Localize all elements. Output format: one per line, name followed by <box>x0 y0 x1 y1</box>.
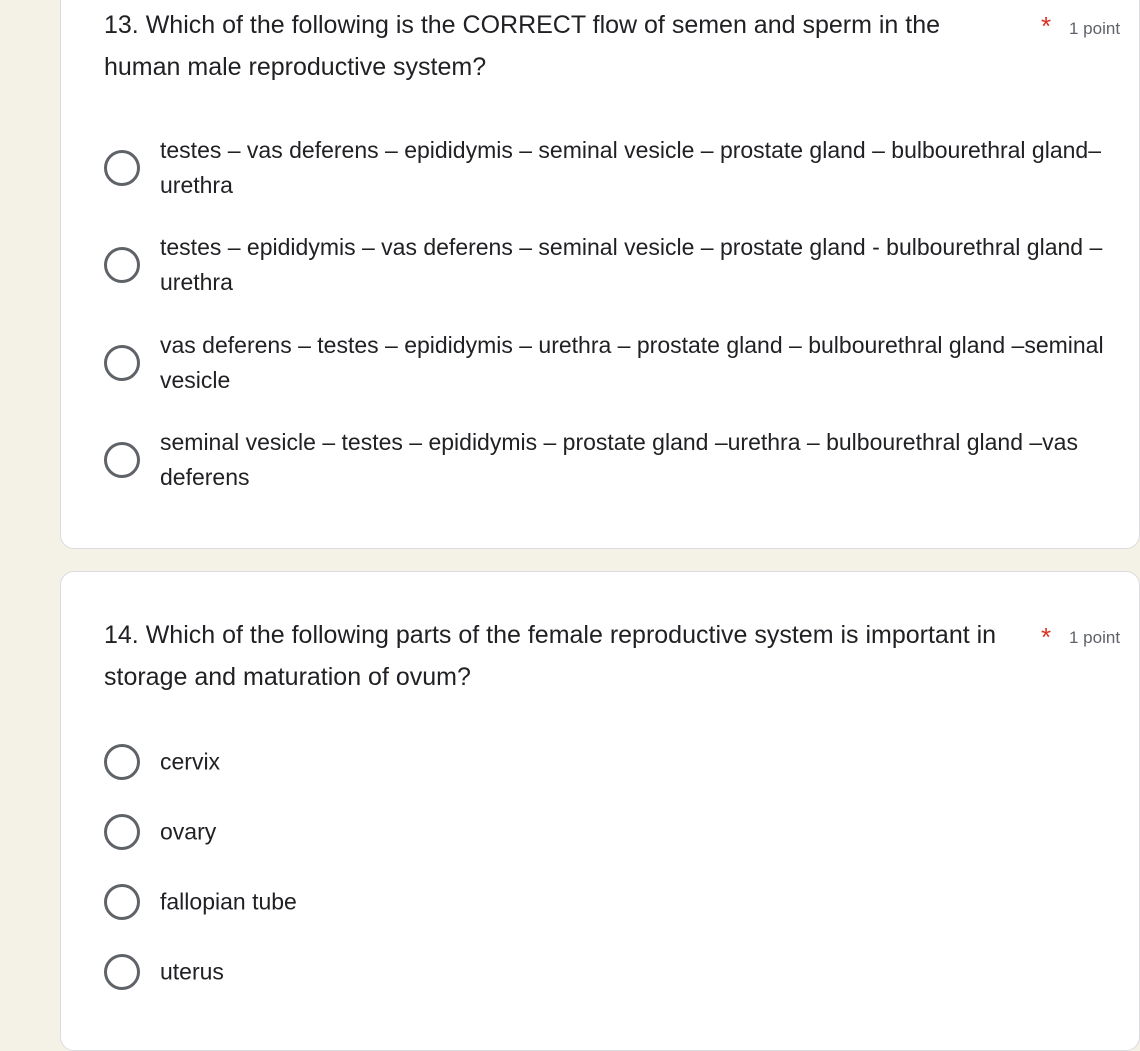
question-title: 14. Which of the following parts of the female reproductive system is important in storage and maturation of ovum? <box>104 621 997 691</box>
option-label: vas deferens – testes – epididymis – urethra – prostate gland – bulbourethral gland –seminal vesicle <box>160 332 1104 393</box>
option-label: uterus <box>160 958 224 985</box>
option-radio[interactable] <box>104 797 1114 867</box>
required-asterisk: * <box>1041 11 1052 41</box>
radio-circle-icon[interactable] <box>104 442 140 478</box>
radio-circle-icon[interactable] <box>104 247 140 283</box>
option-label: fallopian tube <box>160 888 297 915</box>
points-label: 1 point <box>1069 628 1121 647</box>
option-radio[interactable] <box>104 425 1114 495</box>
radio-circle-icon[interactable] <box>104 814 140 850</box>
radio-circle-icon[interactable] <box>104 744 140 780</box>
option-radio[interactable] <box>104 727 1114 797</box>
option-label: cervix <box>160 748 221 775</box>
question-card-14 <box>60 571 1140 1051</box>
radio-circle-icon[interactable] <box>104 884 140 920</box>
question-card-13 <box>60 0 1140 549</box>
radio-circle-icon[interactable] <box>104 954 140 990</box>
option-radio[interactable] <box>104 867 1114 937</box>
required-asterisk: * <box>1041 622 1052 652</box>
points-label: 1 point <box>1069 19 1121 38</box>
option-radio[interactable] <box>104 133 1114 203</box>
question-title: 13. Which of the following is the CORRECT flow of semen and sperm in the human male reproductive system? <box>104 11 941 81</box>
option-label: testes – vas deferens – epididymis – seminal vesicle – prostate gland – bulbourethral gland– urethra <box>160 137 1102 198</box>
radio-circle-icon[interactable] <box>104 150 140 186</box>
option-radio[interactable] <box>104 937 1114 1007</box>
option-radio[interactable] <box>104 328 1114 398</box>
option-label: seminal vesicle – testes – epididymis – prostate gland –urethra – bulbourethral gland –vas deferens <box>160 429 1078 490</box>
option-label: ovary <box>160 818 217 845</box>
radio-circle-icon[interactable] <box>104 345 140 381</box>
option-label: testes – epididymis – vas deferens – seminal vesicle – prostate gland - bulbourethral gland – urethra <box>160 234 1103 295</box>
option-radio[interactable] <box>104 230 1114 300</box>
